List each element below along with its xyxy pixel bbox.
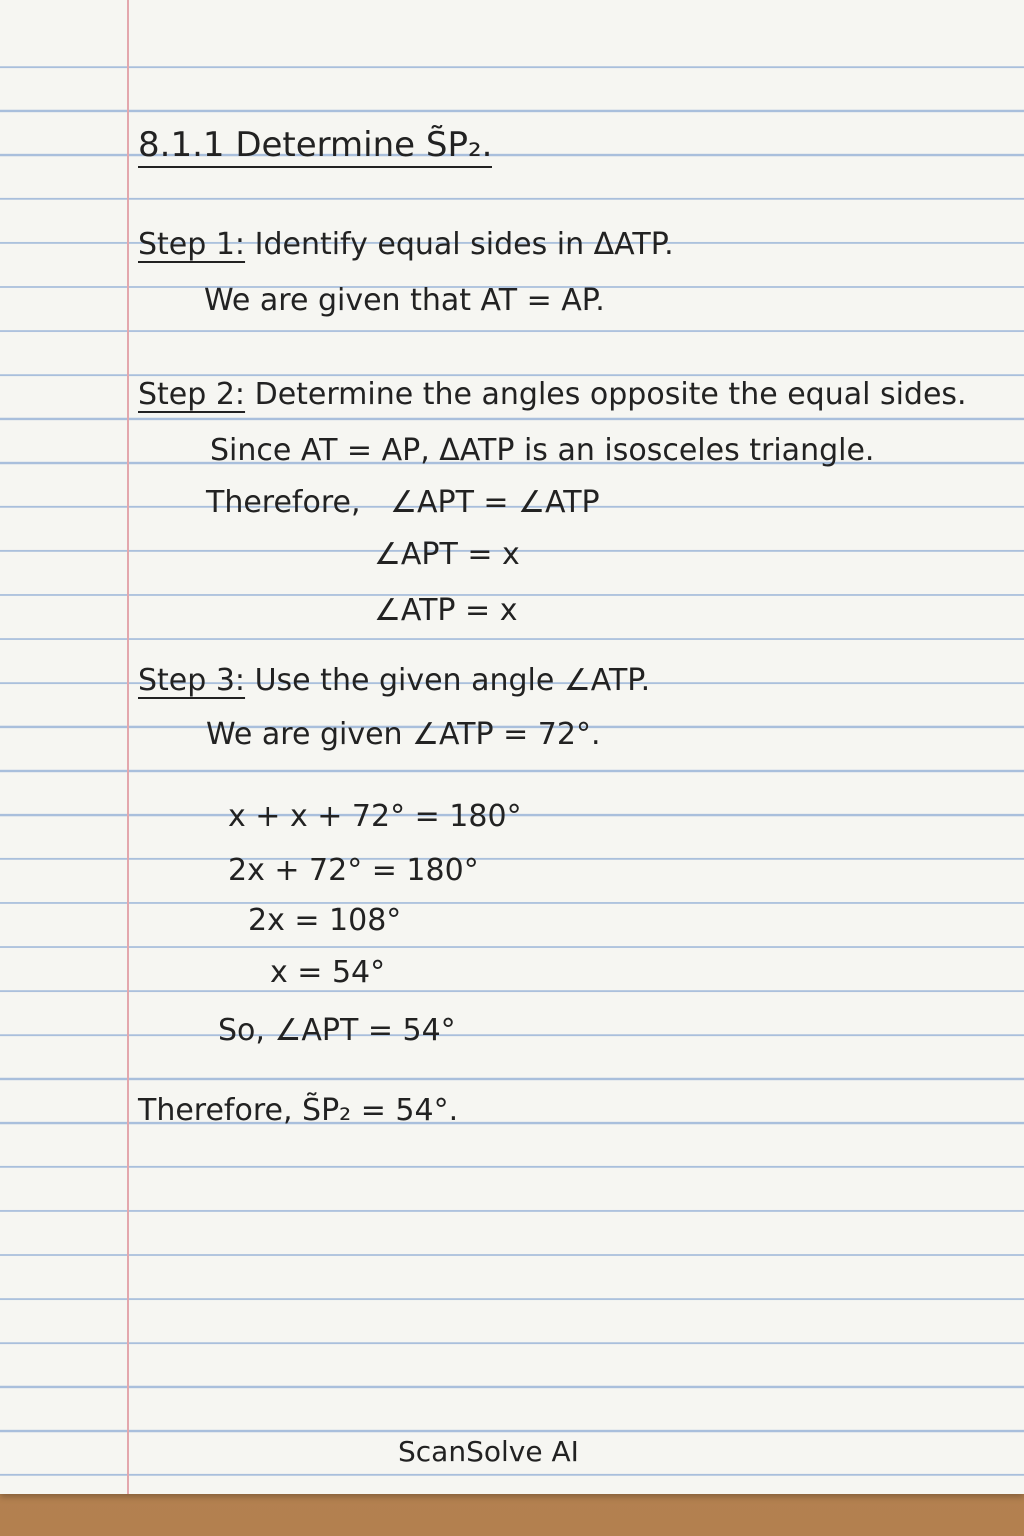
step-1-line <box>138 227 674 262</box>
working-line-5: So, ∠APT = 54° <box>218 1013 456 1048</box>
step-2-line <box>138 377 967 412</box>
working-line-3: 2x = 108° <box>248 903 402 938</box>
page-title: 8.1.1 Determine S̃P₂. <box>138 128 492 168</box>
step-2-eq2: ∠APT = x <box>374 537 520 572</box>
working-line-4: x = 54° <box>270 955 386 990</box>
step-2-text: Determine the angles opposite the equal sides. <box>254 377 967 412</box>
step-3-line <box>138 663 651 698</box>
step-3-text: Use the given angle ∠ATP. <box>254 663 651 698</box>
step-1-given: We are given that AT = AP. <box>204 283 605 318</box>
step-2-label: Step 2: <box>138 377 246 412</box>
footer-brand: ScanSolve AI <box>398 1435 579 1468</box>
step-3-label: Step 3: <box>138 663 246 698</box>
step-2-therefore: Therefore, <box>206 485 361 520</box>
step-1-label: Step 1: <box>138 227 246 262</box>
working-line-1: x + x + 72° = 180° <box>228 799 522 834</box>
step-2-line1: Since AT = AP, ΔATP is an isosceles triangle. <box>210 433 875 468</box>
margin-line <box>127 0 129 1494</box>
working-line-2: 2x + 72° = 180° <box>228 853 479 888</box>
step-3-given: We are given ∠ATP = 72°. <box>206 717 601 752</box>
step-1-text: Identify equal sides in ΔATP. <box>254 227 674 262</box>
conclusion: Therefore, S̃P₂ = 54°. <box>138 1093 459 1128</box>
step-2-therefore-line <box>206 485 600 520</box>
step-2-eq3: ∠ATP = x <box>374 593 518 628</box>
step-2-eq1: ∠APT = ∠ATP <box>390 485 600 520</box>
